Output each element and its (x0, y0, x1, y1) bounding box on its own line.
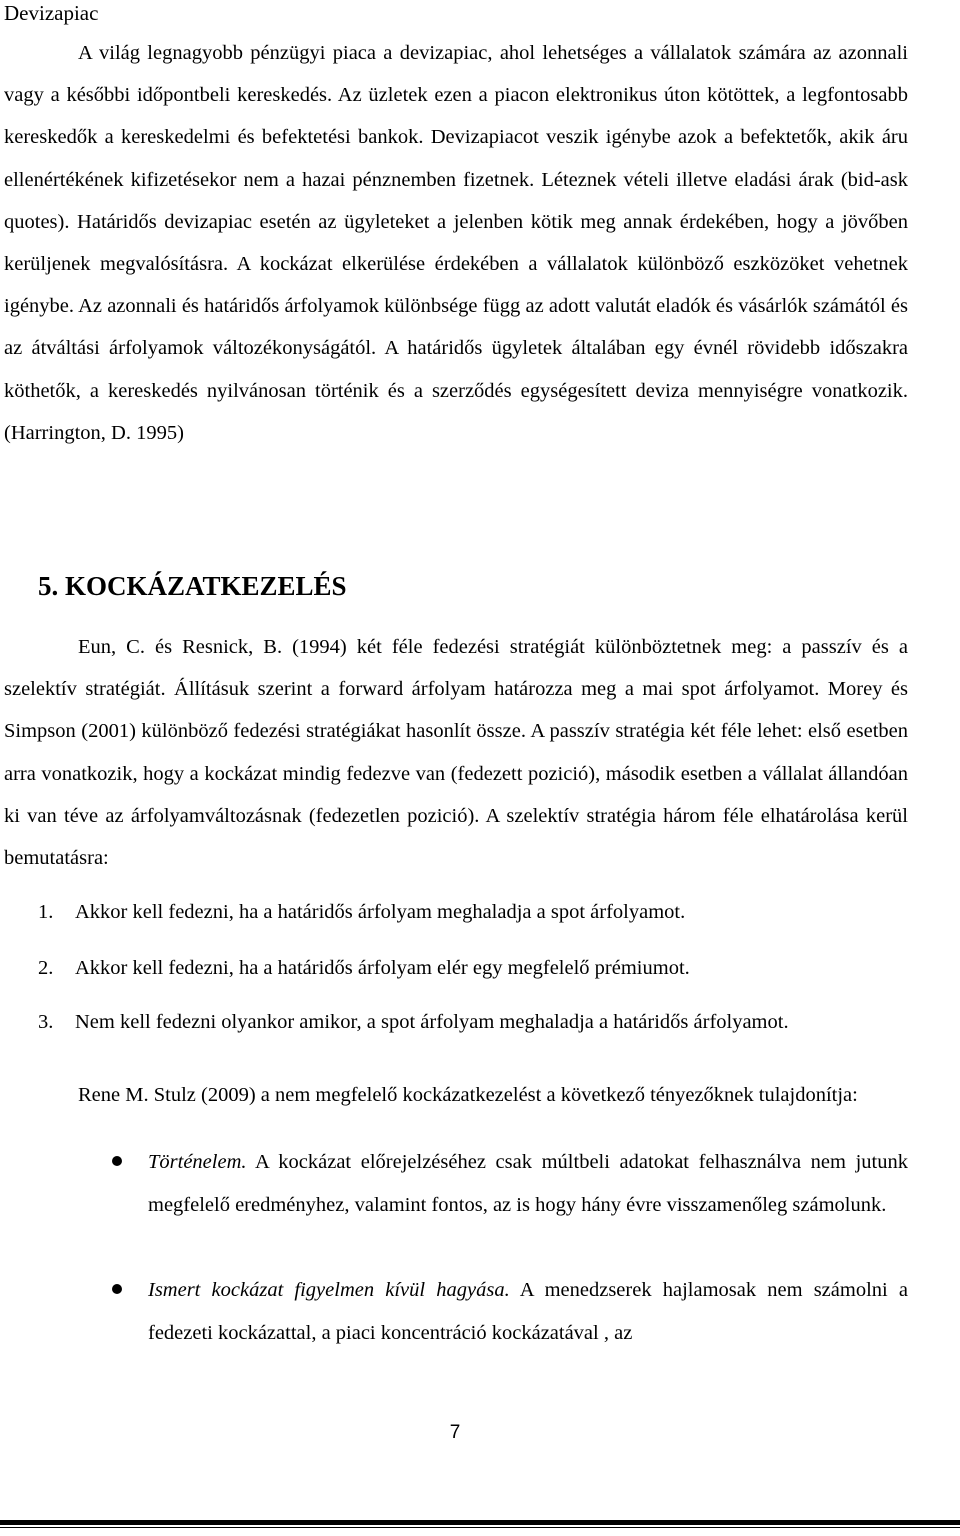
paragraph-devizapiac: A világ legnagyobb pénzügyi piaca a devizapiac, ahol lehetséges a vállalatok számára az azonnali vagy a későbbi időpontbeli kereskedés. Az üzletek ezen a piacon elektronikus úton kötöttek, a legfontosabb kereskedők a kereskedelmi és befektetési bankok. Devizapiacot veszik igénybe azok a befektetők, akik áru ellenértékének kifizetésekor nem a hazai pénznemben fizetnek. Léteznek vételi illetve eladási árak (bid-ask quotes). Határidős devizapiac esetén az ügyleteket a jelenben kötik meg annak érdekében, hogy a jövőben kerüljenek megvalósításra. A kockázat elkerülése érdekében a vállalatok különböző eszközöket vehetnek igénybe. Az azonnali és határidős árfolyamok különbsége függ az adott valutát eladók és vásárlók számától és az átváltási árfolyamok változékonyságától. A határidős ügyletek általában egy évnél rövidebb időszakra köthetők, a kereskedés nyilvánosan történik és a szerződés egységesített deviza mennyiségre vonatkozik. (Harrington, D. 1995) (4, 42, 908, 444)
bullet-icon (112, 1284, 122, 1294)
bullet-lead: Történelem. (148, 1151, 247, 1173)
list-item (38, 948, 690, 988)
list-item-number: 1. (38, 901, 54, 923)
bullet-icon (112, 1156, 122, 1166)
bullet-text: A menedzserek hajlamosak nem számolni a fedezeti kockázattal, a piaci koncentráció kockázatával , az (148, 1279, 908, 1344)
paragraph-stulz: Rene M. Stulz (2009) a nem megfelelő kockázatkezelést a következő tényezőknek tulajdonítja: (78, 1084, 858, 1106)
footer-divider-thin (0, 1527, 960, 1528)
subsection-title: Devizapiac (4, 1, 99, 25)
list-item-text: Nem kell fedezni olyankor amikor, a spot árfolyam meghaladja a határidős árfolyamot. (75, 1011, 789, 1033)
page-number: 7 (449, 1422, 461, 1443)
list-item-number: 2. (38, 957, 54, 979)
list-item-text: Akkor kell fedezni, ha a határidős árfolyam meghaladja a spot árfolyamot. (75, 901, 686, 923)
bullet-lead: Ismert kockázat figyelmen kívül hagyása. (148, 1279, 510, 1301)
list-item-text: Akkor kell fedezni, ha a határidős árfolyam elér egy megfelelő prémiumot. (75, 957, 690, 979)
list-item (148, 1269, 908, 1354)
bullet-text: A kockázat előrejelzéséhez csak múltbeli adatokat felhasználva nem jutunk megfelelő eredményhez, valamint fontos, az is hogy hány évre visszamenőleg számolunk. (148, 1151, 908, 1216)
list-item (148, 1141, 908, 1226)
list-item (38, 1002, 789, 1042)
paragraph-kockazatkezeles: Eun, C. és Resnick, B. (1994) két féle fedezési stratégiát különböztetnek meg: a passzív és a szelektív stratégiát. Állításuk szerint a forward árfolyam határozza meg a mai spot árfolyamot. Morey és Simpson (2001) különböző fedezési stratégiákat hasonlít össze. A passzív stratégia két féle lehet: első esetben arra vonatkozik, hogy a kockázat mindig fedezve van (fedezett pozició), második esetben a vállalat állandóan ki van téve az árfolyamváltozásnak (fedezetlen pozició). A szelektív stratégia három féle elhatárolása kerül bemutatásra: (4, 636, 908, 870)
footer-divider (0, 1520, 960, 1525)
list-item (38, 892, 685, 932)
section-heading: 5. KOCKÁZATKEZELÉS (38, 571, 347, 601)
list-item-number: 3. (38, 1011, 54, 1033)
